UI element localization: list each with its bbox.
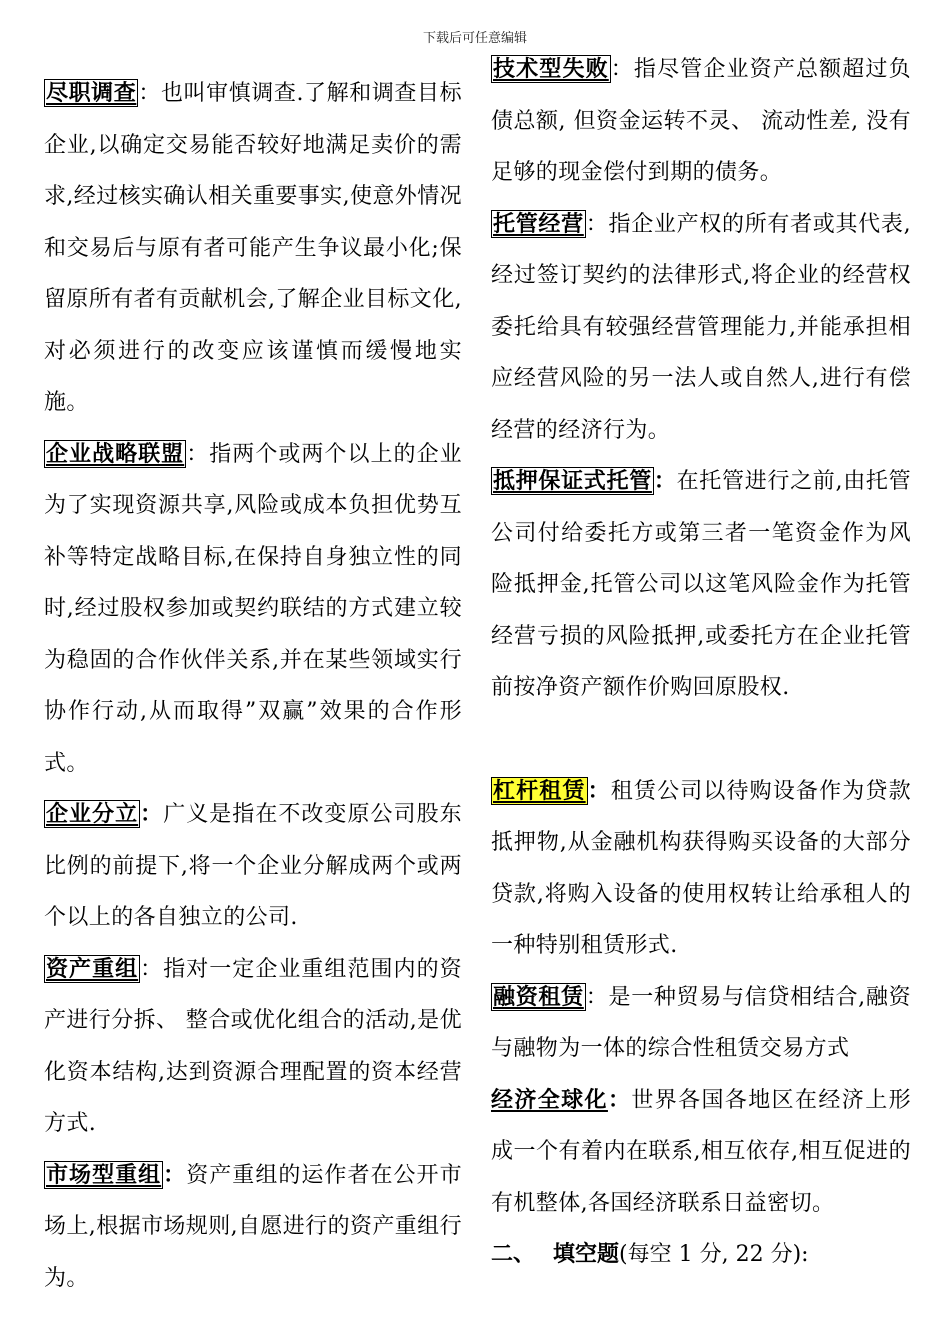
term-colon: ： (138, 81, 161, 106)
term-label: 市场型重组 (46, 1161, 162, 1188)
left-column (44, 68, 462, 1304)
definition-entry (491, 1075, 911, 1230)
definition-entry (44, 429, 462, 790)
section-number: 二、 (491, 1241, 536, 1267)
definition-entry (44, 1150, 462, 1305)
spacer (491, 714, 911, 766)
definition-text: 指两个或两个以上的企业为了实现资源共享,风险或成本负担优势互补等特定战略目标,在保持自身独立性的同时,经过股权参加或契约联结的方式建立较为稳固的合作伙伴关系,并在某些领域实行协作行动,从而取得”双赢”效果的合作形式。 (44, 441, 463, 776)
term-label: 技术型失败 (493, 56, 609, 82)
definition-entry (44, 789, 462, 944)
definition-text: 广义是指在不改变原公司股东比例的前提下,将一个企业分解成两个或两个以上的各自独立的公司. (44, 802, 462, 930)
definition-text: 指对一定企业重组范围内的资产进行分拆、 整合或优化组合的活动,是优化资本结构,达到资源合理配置的资本经营方式. (44, 956, 462, 1136)
definition-entry (491, 44, 911, 199)
term-colon: ： (585, 211, 609, 237)
definition-text: 指企业产权的所有者或其代表,经过签订契约的法律形式,将企业的经营权委托给具有较强经营管理能力,并能承担相应经营风险的另一法人或自然人,进行有偿经营的经济行为。 (491, 211, 911, 443)
term-label: 融资租赁 (493, 983, 584, 1010)
term-colon: ： (587, 777, 611, 804)
section-note: (每空 1 分, 22 分): (619, 1242, 809, 1267)
term-label: 尽职调查 (46, 80, 137, 106)
term-colon: ： (140, 956, 164, 982)
definition-entry (491, 766, 911, 972)
term-label: 资产重组 (46, 955, 139, 982)
right-column (491, 44, 911, 1281)
term-label: 抵押保证式托管 (493, 468, 652, 494)
definition-text: 在托管进行之前,由托管公司付给委托方或第三者一笔资金作为风险抵押金,托管公司以这笔风险金作为托管经营亏损的风险抵押,或委托方在企业托管前按净资产额作价购回原股权. (491, 469, 911, 700)
term-label-highlighted: 杠杆租赁 (493, 777, 586, 804)
section-title: 填空题 (553, 1241, 620, 1267)
definition-text: 租赁公司以待购设备作为贷款抵押物,从金融机构获得购买设备的大部分贷款,将购入设备的使用权转让给承租人的一种特别租赁形式. (491, 778, 911, 958)
term-colon: ： (186, 441, 210, 467)
definition-text: 资产重组的运作者在公开市场上,根据市场规则,自愿进行的资产重组行为。 (44, 1162, 462, 1291)
section-heading (491, 1229, 911, 1281)
definition-text: 也叫审慎调查.了解和调查目标企业,以确定交易能否较好地满足卖价的需求,经过核实确认相关重要事实,使意外情况和交易后与原有者可能产生争议最小化;保留原所有者有贡献机会,了解企业目标文化,对必须进行的改变应该谨慎而缓慢地实施。 (44, 81, 462, 415)
definition-entry (491, 972, 911, 1075)
term-colon: ： (163, 1161, 187, 1188)
definition-text: 是一种贸易与信贷相结合,融资与融物为一体的综合性租赁交易方式 (491, 984, 911, 1061)
definition-entry (44, 68, 462, 429)
term-colon: ： (653, 468, 677, 494)
term-colon: ： (585, 984, 609, 1010)
definition-text: 世界各国各地区在经济上形成一个有着内在联系,相互依存,相互促进的有机整体,各国经济联系日益密切。 (491, 1087, 911, 1216)
term-colon: ： (607, 1086, 632, 1113)
term-label: 经济全球化 (491, 1086, 608, 1113)
term-label: 托管经营 (493, 210, 584, 237)
definition-entry (491, 456, 911, 714)
definition-entry (491, 199, 911, 457)
term-label: 企业分立 (46, 801, 139, 827)
page-header: 下载后可任意编辑 (422, 31, 527, 46)
definition-text: 指尽管企业资产总额超过负债总额, 但资金运转不灵、 流动性差, 没有足够的现金偿付到期的债务。 (491, 57, 911, 185)
term-label: 企业战略联盟 (46, 440, 185, 467)
term-colon: ： (140, 801, 164, 827)
definition-entry (44, 944, 462, 1150)
term-colon: ： (610, 57, 634, 82)
